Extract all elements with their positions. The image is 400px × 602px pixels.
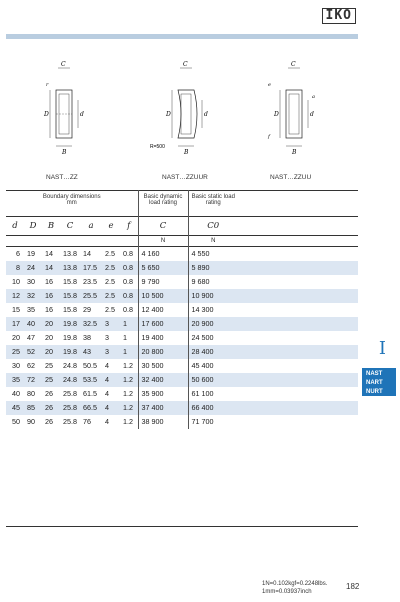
boundary-header: Boundary dimensions mm [6,191,138,217]
table-cell: 14 [42,261,60,275]
table-cell: 4 [105,361,109,370]
table-cell: 4 [105,389,109,398]
table-cell: 19.8 [60,317,80,331]
table-bottom-rule [6,526,358,527]
col-C: C [66,221,74,231]
table-cell: 45 400 [191,361,214,370]
col-d: d [12,221,18,231]
table-cell: 1.2 [120,387,138,401]
table-row [6,317,358,331]
label-c3: C [291,61,296,68]
table-cell: 24.8 [60,373,80,387]
caption-nast-zz: NAST…ZZ [46,174,78,181]
label-c2: C [183,61,188,68]
table-cell: 43 [80,345,102,359]
tab-line-nurt: NURT [366,389,383,395]
table-cell: 12 400 [138,303,188,317]
col-B: B [47,221,55,231]
table-row [6,275,358,289]
dimensions-table [6,190,358,429]
table-cell: 45 [6,401,24,415]
table-cell: 25.5 [80,289,102,303]
table-cell: 9 790 [138,275,188,289]
table-spacer [238,415,358,429]
table-cell: 0.8 [120,275,138,289]
table-cell: 20 [42,317,60,331]
table-cell: 16 [45,305,53,314]
table-cell: 0.8 [120,247,138,261]
table-spacer [238,387,358,401]
table-spacer [238,401,358,415]
table-cell: 20 [42,345,60,359]
table-cell: 32.5 [80,317,102,331]
table-cell: 19.8 [63,333,77,342]
label-R2: R=500 [150,144,165,150]
drawing-nast-zz [50,68,78,146]
table-cell: 66.5 [80,401,102,415]
table-cell: 15.8 [63,305,77,314]
table-cell: 19.8 [60,345,80,359]
table-cell: 19 [27,249,35,259]
tab-line-nart: NART [366,380,383,386]
table-spacer [238,331,358,345]
table-cell: 16 [45,277,53,286]
table-spacer [238,247,358,261]
table-cell: 71 700 [191,417,214,426]
table-cell: 2.5 [105,305,115,314]
label-e3: e [268,82,271,88]
header-bar [6,34,358,39]
static-load-header: Basic static load rating [191,194,235,206]
table-cell: 24.8 [63,361,77,370]
table-cell: 30 500 [138,359,188,373]
caption-nast-zzuur: NAST…ZZUUR [162,174,208,181]
tab-line-nast: NAST [366,371,383,377]
table-cell: 1.2 [120,373,138,387]
table-cell: 32 400 [138,373,188,387]
table-cell: 5 650 [138,261,188,275]
table-cell: 2.5 [102,261,120,275]
table-spacer [238,289,358,303]
table-cell: 28 400 [188,345,238,359]
label-r1: r [46,82,49,88]
table-cell: 29 [83,305,91,314]
table-cell: 52 [24,345,42,359]
table-cell: 25.8 [63,417,77,426]
table-row [6,387,358,401]
caption-nast-zzuu: NAST…ZZUU [270,174,312,181]
table-cell: 3 [105,333,109,342]
table-row [6,415,358,429]
drawing-nast-zzuu [280,68,308,146]
table-row [6,373,358,387]
dynamic-load-header: Basic dynamic load rating [138,191,188,217]
table-cell: 0.8 [120,303,138,317]
table-cell: 30 [27,277,35,286]
table-cell: 0.8 [120,261,138,275]
table-cell: 0.8 [120,289,138,303]
table-cell: 15.8 [60,289,80,303]
table-cell: 35 [27,305,35,314]
section-tab[interactable] [362,368,396,396]
table-cell: 3 [102,345,120,359]
table-row [6,331,358,345]
table-cell: 76 [83,417,91,426]
table-cell: 4 [102,401,120,415]
table-cell: 20 800 [138,345,188,359]
table-cell: 17.5 [80,261,102,275]
col-a: a [88,221,94,231]
table-cell: 25.8 [63,389,77,398]
table-spacer [238,317,358,331]
table-row [6,359,358,373]
label-d2: d [204,111,208,118]
table-cell: 40 [12,389,20,398]
table-cell: 13.8 [63,249,77,259]
table-cell: 90 [27,417,35,426]
drawing-nast-zzuur [172,68,202,146]
label-B2: B [184,149,189,156]
table-cell: 5 890 [188,261,238,275]
dimensions-table-wrap [6,190,358,429]
table-cell: 12 [6,289,24,303]
table-cell: 17 600 [138,317,188,331]
table-cell: 14 300 [191,305,214,314]
table-cell: 4 160 [138,247,188,261]
label-B3: B [292,149,297,156]
table-spacer [238,275,358,289]
table-cell: 1.2 [120,359,138,373]
table-cell: 26 [45,417,53,426]
table-row [6,401,358,415]
label-D2: D [166,111,171,118]
table-cell: 50 600 [188,373,238,387]
unit-dyn: N [138,236,188,247]
table-cell: 23.5 [83,277,97,286]
table-cell: 72 [24,373,42,387]
table-cell: 1 [120,317,138,331]
table-cell: 24 [24,261,42,275]
table-cell: 32 [24,289,42,303]
label-d3: d [310,111,314,118]
table-cell: 35 [6,373,24,387]
table-cell: 10 [12,277,20,286]
table-cell: 26 [42,401,60,415]
label-D3: D [274,111,279,118]
table-cell: 16 [42,289,60,303]
label-B1: B [62,149,67,156]
table-spacer [238,345,358,359]
table-cell: 62 [27,361,35,370]
table-cell: 24 500 [191,333,214,342]
label-D1: D [44,111,49,118]
table-cell: 40 [24,317,42,331]
table-cell: 61 100 [191,389,214,398]
table-cell: 2.5 [102,289,120,303]
label-c1: C [61,61,66,68]
table-row [6,289,358,303]
table-cell: 19 400 [138,331,188,345]
table-cell: 37 400 [138,401,188,415]
table-row [6,261,358,275]
table-cell: 26 [45,389,53,398]
col-D: D [29,221,37,231]
unit-stat: N [211,238,216,244]
table-cell: 25 [45,361,53,370]
table-cell: 38 900 [138,415,188,429]
label-d1: d [80,111,84,118]
col-dyn-C: C [138,217,188,236]
table-cell: 47 [27,333,35,342]
table-cell: 15 [12,305,20,314]
table-row [6,247,358,261]
col-f: f [120,217,138,236]
table-cell: 10 500 [138,289,188,303]
table-cell: 25 [6,345,24,359]
table-spacer [238,373,358,387]
table-cell: 80 [27,389,35,398]
table-cell: 61.5 [83,389,97,398]
table-cell: 66 400 [188,401,238,415]
table-cell: 53.5 [80,373,102,387]
table-row [6,345,358,359]
table-body [6,247,358,429]
table-cell: 6 [16,249,20,259]
label-f3: f [268,134,270,140]
table-spacer [238,359,358,373]
bearing-drawings [6,50,358,160]
table-spacer [238,303,358,317]
unit-conversion-note: 1N=0.102kgf=0.2248lbs. 1mm=0.03937inch [262,581,328,595]
table-cell: 9 680 [191,277,210,286]
table-cell: 30 [12,361,20,370]
label-a3: a [312,94,315,100]
table-cell: 13.8 [60,261,80,275]
table-cell: 50.5 [83,361,97,370]
table-cell: 25 [42,373,60,387]
table-cell: 8 [6,261,24,275]
table-cell: 1 [120,331,138,345]
table-cell: 25.8 [60,401,80,415]
col-e: e [108,221,114,231]
table-cell: 1 [120,345,138,359]
table-row [6,303,358,317]
table-cell: 85 [24,401,42,415]
table-cell: 10 900 [188,289,238,303]
table-cell: 2.5 [105,277,115,286]
table-cell: 1.2 [120,401,138,415]
table-cell: 14 [45,249,53,259]
table-cell: 20 [45,333,53,342]
table-cell: 2.5 [105,249,115,259]
table-cell: 38 [83,333,91,342]
table-cell: 3 [102,317,120,331]
table-spacer [238,261,358,275]
iko-logo: IKO [322,8,356,24]
table-cell: 35 900 [138,387,188,401]
table-cell: 4 [102,373,120,387]
table-cell: 14 [83,249,91,259]
table-cell: 17 [6,317,24,331]
table-cell: 15.8 [63,277,77,286]
table-cell: 50 [12,417,20,426]
table-cell: 4 [105,417,109,426]
table-cell: 20 900 [188,317,238,331]
page-number: 182 [346,582,360,591]
table-cell: 1.2 [120,415,138,429]
chapter-mark: I [378,338,386,359]
col-stat-C0: C0 [207,221,220,231]
table-cell: 4 550 [191,249,210,259]
table-cell: 20 [12,333,20,342]
